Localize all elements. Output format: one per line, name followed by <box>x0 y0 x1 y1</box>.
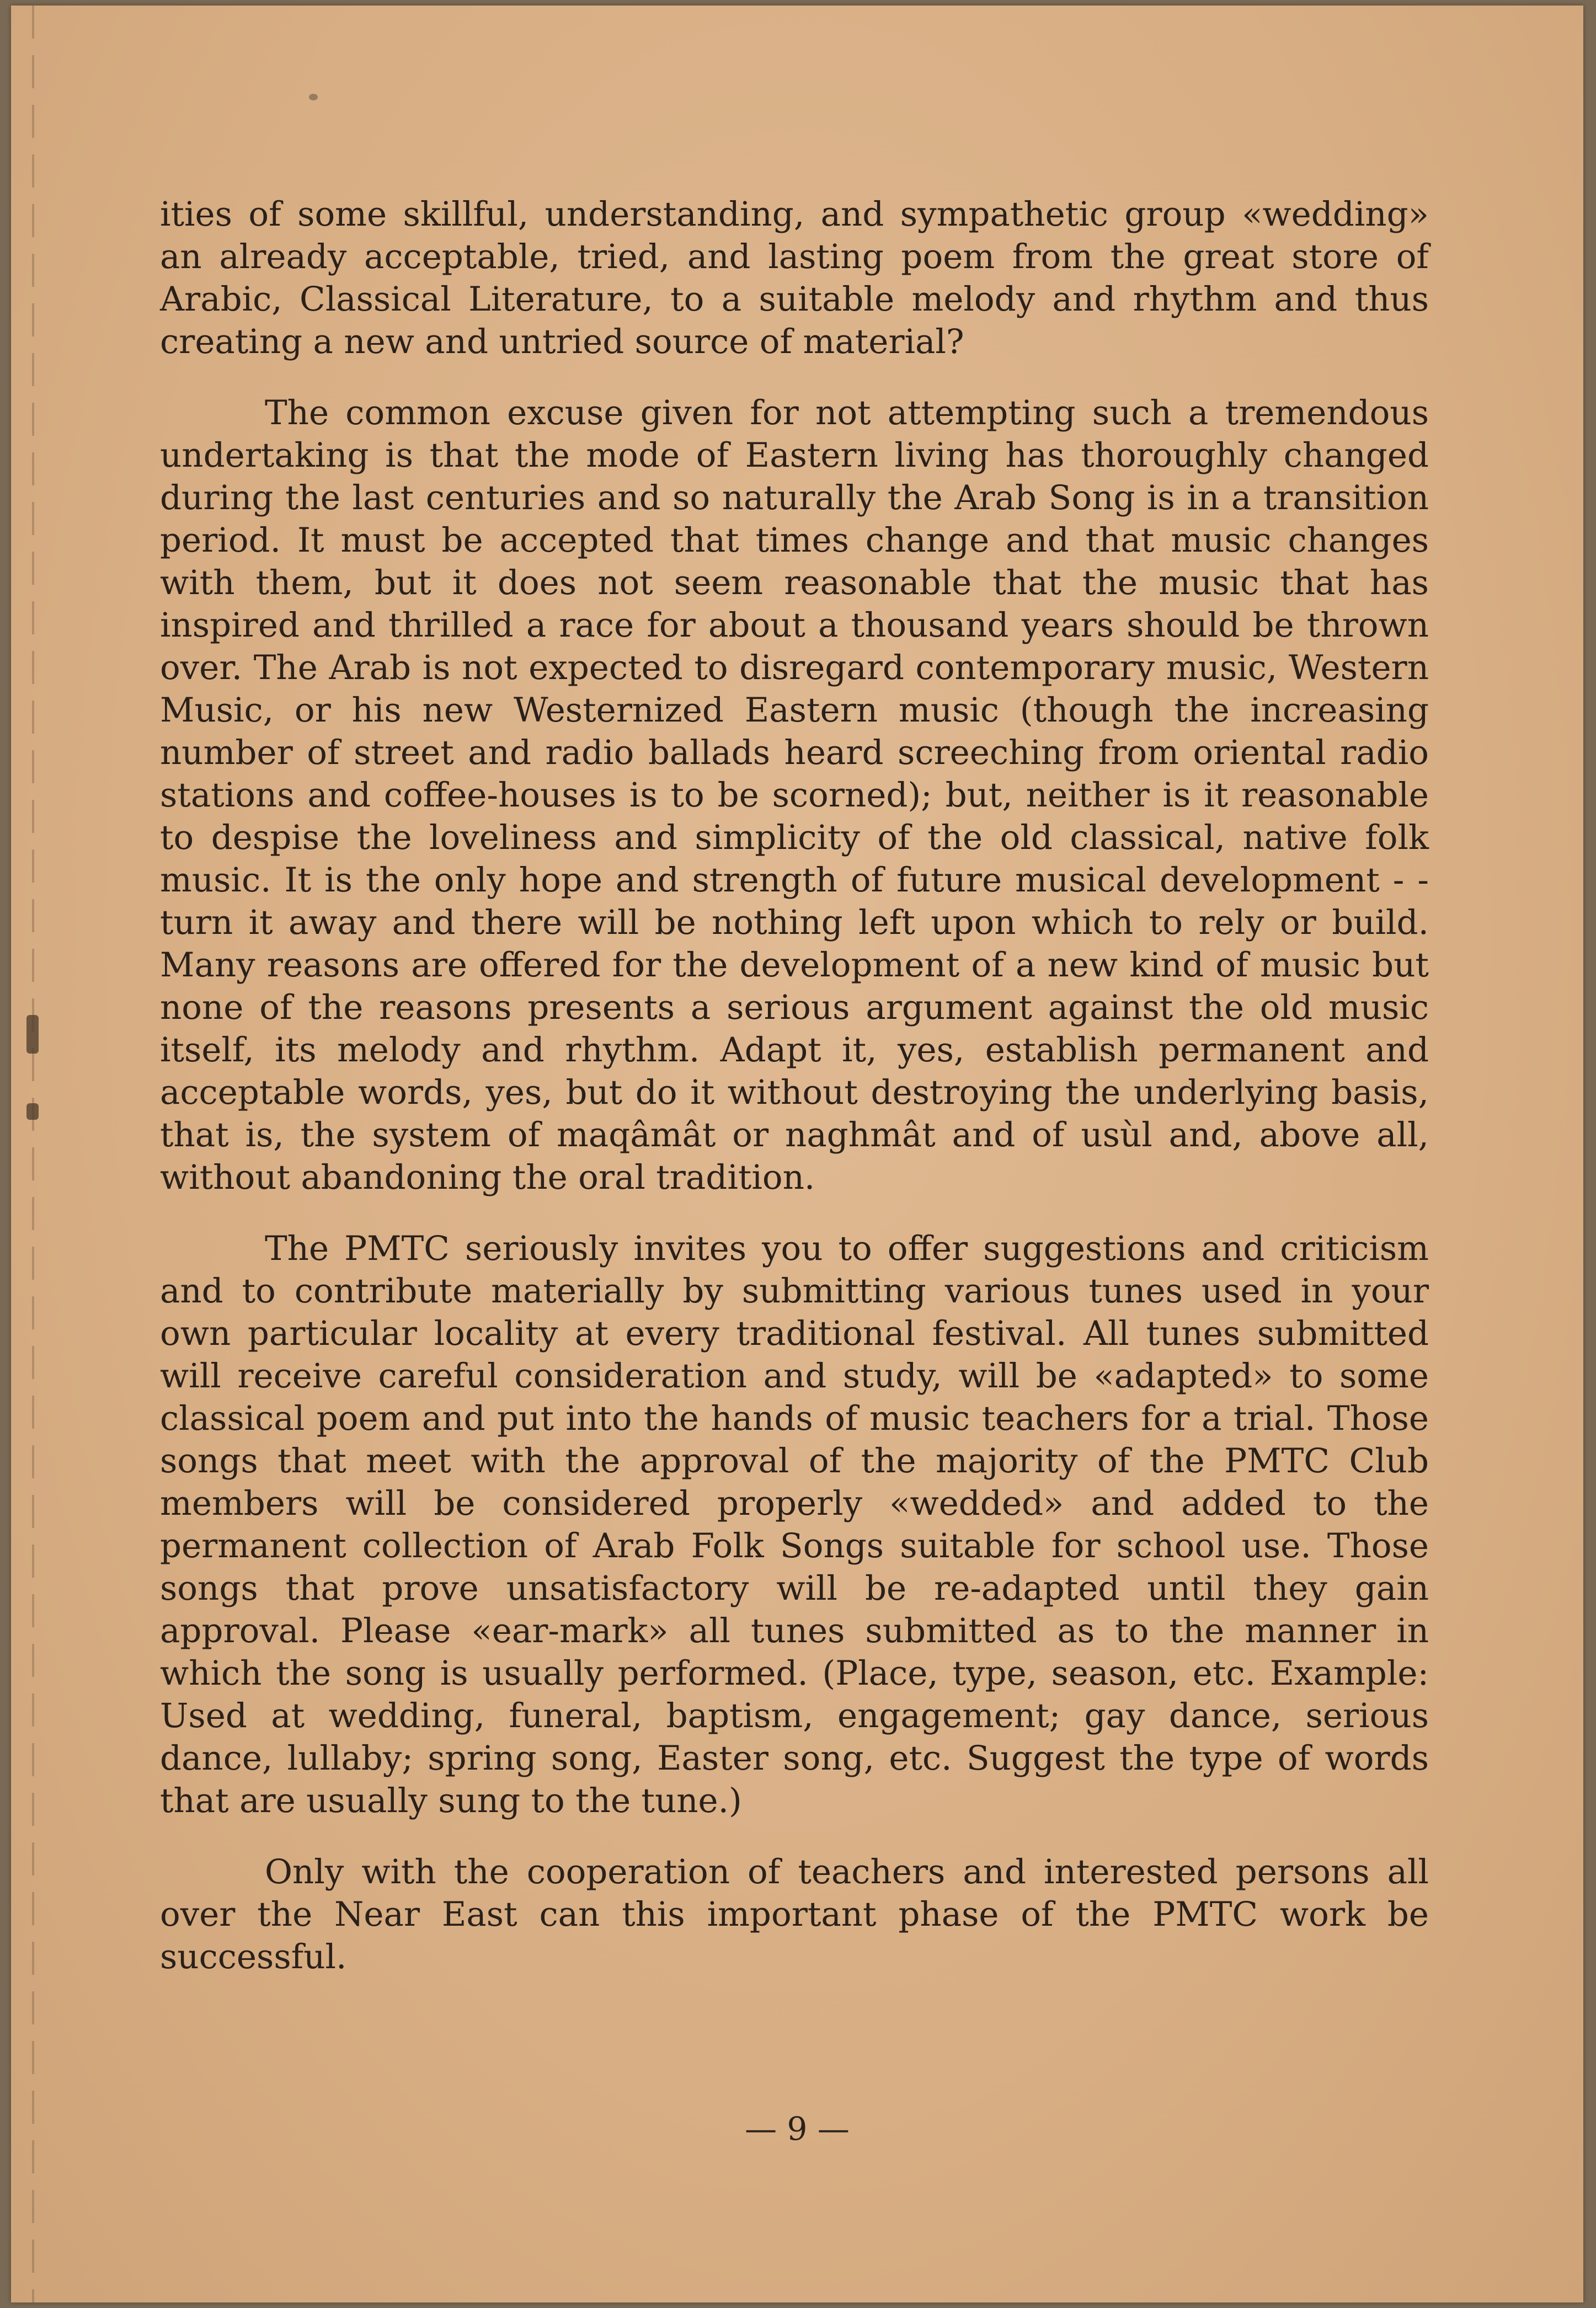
staple-mark <box>26 1015 39 1054</box>
staple-mark <box>26 1103 39 1120</box>
page-number: — 9 — <box>745 2110 850 2147</box>
body-text <box>160 193 1429 2007</box>
paragraph-1: ities of some skillful, understanding, and sympathetic group «wedding» an already acceptable, tried, and lasting poem from the great store of Arabic, Classical Literature, to a suitable melody and rhythm and thus creating a new and untried source of material? <box>160 195 1429 361</box>
paper-speck <box>309 94 318 100</box>
document-page <box>11 6 1583 2302</box>
paragraph-4: Only with the cooperation of teachers and interested persons all over the Near East can this important phase of the PMTC work be successful. <box>160 1852 1429 1976</box>
binding-fold <box>32 6 34 2302</box>
paragraph-3: The PMTC seriously invites you to offer suggestions and criticism and to contribute materially by submitting various tunes used in your own particular locality at every traditional festival. All tunes submitted will receive careful consideration and study, will be «adapted» to some classical poem and put into the hands of music teachers for a trial. Those songs that meet with the approval of the majority of the PMTC Club members will be considered properly «wedded» and added to the permanent collection of Arab Folk Songs suitable for school use. Those songs that prove unsatisfactory will be re-adapted until they gain approval. Please «ear-mark» all tunes submitted as to the manner in which the song is usually performed. (Place, type, season, etc. Example: Used at wedding, funeral, baptism, engagement; gay dance, serious dance, lullaby; spring song, Easter song, etc. Suggest the type of words that are usually sung to the tune.) <box>160 1229 1429 1820</box>
paragraph-2: The common excuse given for not attempting such a tremendous undertaking is that the mode of Eastern living has thoroughly changed during the last centuries and so naturally the Arab Song is in a transition period. It must be accepted that times change and that music changes with them, but it does not seem reasonable that the music that has inspired and thrilled a race for about a thousand years should be thrown over. The Arab is not expected to disregard contemporary music, Western Music, or his new Westernized Eastern music (though the increasing number of street and radio ballads heard screeching from oriental radio stations and coffee-houses is to be scorned); but, neither is it reasonable to despise the loveliness and simplicity of the old classical, native folk music. It is the only hope and strength of future musical development - - turn it away and there will be nothing left upon which to rely or build. Many reasons are offered for the development of a new kind of music but none of the reasons presents a serious argument against the old music itself, its melody and rhythm. Adapt it, yes, establish permanent and acceptable words, yes, but do it without destroying the underlying basis, that is, the system of maqâmât or naghmât and of usùl and, above all, without abandoning the oral tradition. <box>160 393 1429 1197</box>
